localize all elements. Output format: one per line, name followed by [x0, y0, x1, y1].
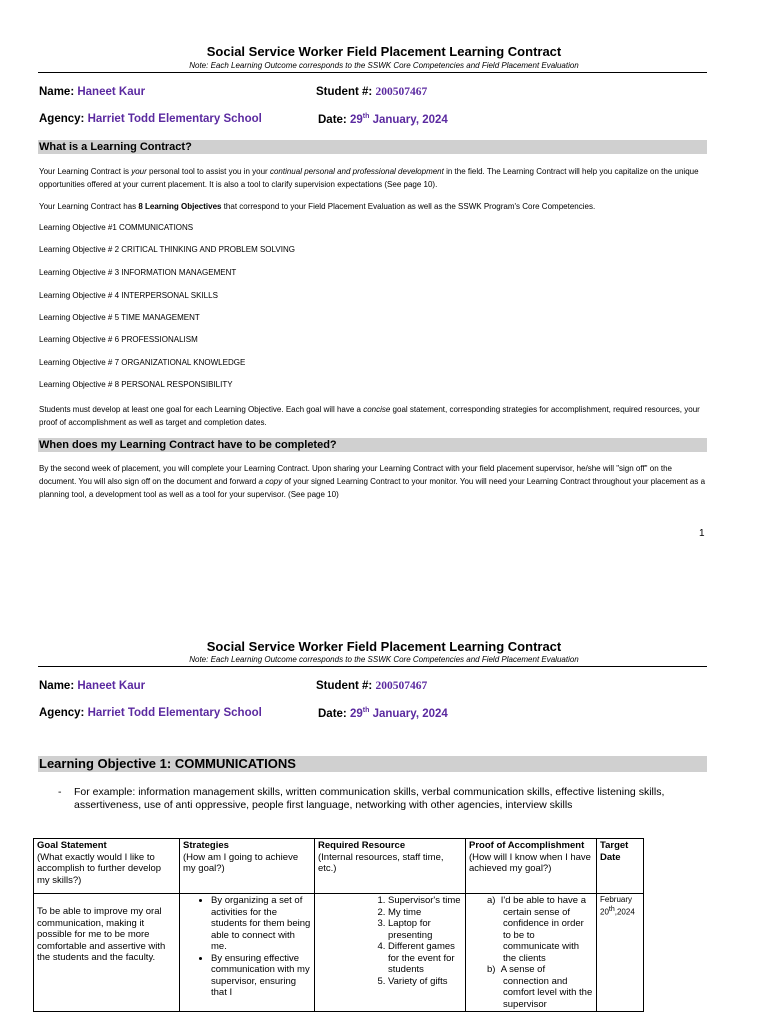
proof-cell: [466, 894, 597, 1012]
header-target-date: Target Date: [597, 839, 644, 894]
list-item: • By ensuring effective communication with my supervisor, ensuring that I: [211, 953, 311, 999]
list-item: 3. Laptop for presenting: [388, 918, 462, 941]
list-item: 4. Different games for the event for students: [388, 941, 462, 976]
objective-heading: Learning Objective 1: COMMUNICATIONS: [38, 756, 707, 772]
page2-agency-field: Agency: Harriet Todd Elementary School: [39, 707, 262, 719]
page2-name-field: Name: Haneet Kaur: [39, 680, 146, 692]
intro-paragraph-1: Your Learning Contract is your personal tool to assist you in your continual personal and professional development in the field. The Learning Contract will help you capitalize on the unique opportunities offered at your current placement. It is also a tool to clarify supervision expectations (See page 10).: [39, 167, 699, 189]
list-item: 2. My time: [388, 907, 462, 919]
page1-title: Social Service Worker Field Placement Learning Contract: [206, 44, 562, 59]
objective-item: Learning Objective # 7 ORGANIZATIONAL KNOWLEDGE: [39, 358, 246, 367]
page1-agency-field: Agency: Harriet Todd Elementary School: [39, 113, 262, 125]
example-text: For example: information management skills, written communication skills, verbal communication skills, effective listening skills, assertiveness, use of anti oppressive, people first language, networking with other agencies, interview skills: [74, 786, 665, 811]
agency-name: Harriet Todd Elementary School: [87, 113, 262, 125]
student-name: Haneet Kaur: [77, 86, 146, 98]
list-item: b) A sense of connection and comfort level with the supervisor: [487, 964, 593, 1010]
list-item: 5. Variety of gifts: [388, 976, 462, 988]
page2-student-number-field: Student #: 200507467: [316, 680, 428, 692]
resources-cell: [315, 894, 466, 1012]
list-item: • By organizing a set of activities for the students for them being able to connect with me.: [211, 895, 311, 953]
page1-date-field: Date: 29th January, 2024: [318, 113, 448, 126]
table-row: [34, 894, 644, 1012]
strategies-cell: [180, 894, 315, 1012]
list-item: 1. Supervisor's time: [388, 895, 462, 907]
intro-paragraph-2: Your Learning Contract has 8 Learning Objectives that correspond to your Field Placement Evaluation as well as the SSWK Program's Core Competencies.: [39, 202, 596, 211]
learning-contract-table: [33, 838, 644, 1012]
page2-title: Social Service Worker Field Placement Learning Contract: [206, 639, 562, 654]
section-heading-when-completed: When does my Learning Contract have to be completed?: [38, 438, 707, 452]
header-strategies: Strategies (How am I going to achieve my goal?): [180, 839, 315, 894]
objective-item: Learning Objective #1 COMMUNICATIONS: [39, 223, 194, 232]
completion-paragraph: By the second week of placement, you will complete your Learning Contract. Upon sharing your Learning Contract with your field placement supervisor, he/she will "sign off" on the document. You will also sign off on the document and forward a copy of your signed Learning Contract to your monitor. You will need your Learning Contract throughout your placement as a planning tool, a development tool as well as a tool for your supervisor. (See page 10): [39, 464, 706, 499]
page1-note: Note: Each Learning Outcome corresponds to the SSWK Core Competencies and Field Placement Evaluation: [189, 61, 579, 70]
example-bullet: - For example: information management skills, written communication skills, verbal communication skills, effective listening skills, assertiveness, use of anti oppressive, people first language, networking with other agencies, interview skills: [58, 786, 708, 812]
student-number: 200507467: [375, 86, 428, 98]
goal-requirement-paragraph: Students must develop at least one goal for each Learning Objective. Each goal will have a concise goal statement, corresponding strategies for accomplishment, required resources, your proof of accomplishment as well as target and completion dates.: [39, 405, 700, 427]
objective-item: Learning Objective # 4 INTERPERSONAL SKILLS: [39, 291, 218, 300]
student-number: 200507467: [375, 680, 428, 692]
section-heading-what-is: What is a Learning Contract?: [38, 140, 707, 154]
target-date-cell: February 20th,2024: [597, 894, 644, 1012]
page-number: 1: [699, 528, 705, 539]
objective-item: Learning Objective # 5 TIME MANAGEMENT: [39, 313, 200, 322]
page2-date-field: Date: 29th January, 2024: [318, 707, 448, 720]
contract-date: 29th January, 2024: [349, 707, 448, 720]
page2-title-rule: [38, 666, 707, 667]
objective-item: Learning Objective # 6 PROFESSIONALISM: [39, 335, 198, 344]
page1-title-rule: [38, 72, 707, 73]
page1-student-number-field: Student #: 200507467: [316, 86, 428, 98]
page2-note: Note: Each Learning Outcome corresponds to the SSWK Core Competencies and Field Placement Evaluation: [189, 655, 579, 664]
header-proof-of-accomplishment: Proof of Accomplishment (How will I know when I have achieved my goal?): [466, 839, 597, 894]
goal-statement-cell: To be able to improve my oral communication, making it possible for me to be more comfortable and assertive with the students and the faculty.: [34, 894, 180, 1012]
header-goal-statement: Goal Statement (What exactly would I like to accomplish to further develop my skills?): [34, 839, 180, 894]
table-header-row: [34, 839, 644, 894]
objective-item: Learning Objective # 2 CRITICAL THINKING AND PROBLEM SOLVING: [39, 245, 295, 254]
header-required-resource: Required Resource (Internal resources, staff time, etc.): [315, 839, 466, 894]
student-name: Haneet Kaur: [77, 680, 146, 692]
objective-item: Learning Objective # 3 INFORMATION MANAGEMENT: [39, 268, 237, 277]
contract-date: 29th January, 2024: [349, 113, 448, 126]
page1-name-field: Name: Haneet Kaur: [39, 86, 146, 98]
list-item: a) I'd be able to have a certain sense of confidence in order to be to communicate with the clients: [487, 895, 587, 964]
objective-item: Learning Objective # 8 PERSONAL RESPONSIBILITY: [39, 380, 233, 389]
agency-name: Harriet Todd Elementary School: [87, 707, 262, 719]
